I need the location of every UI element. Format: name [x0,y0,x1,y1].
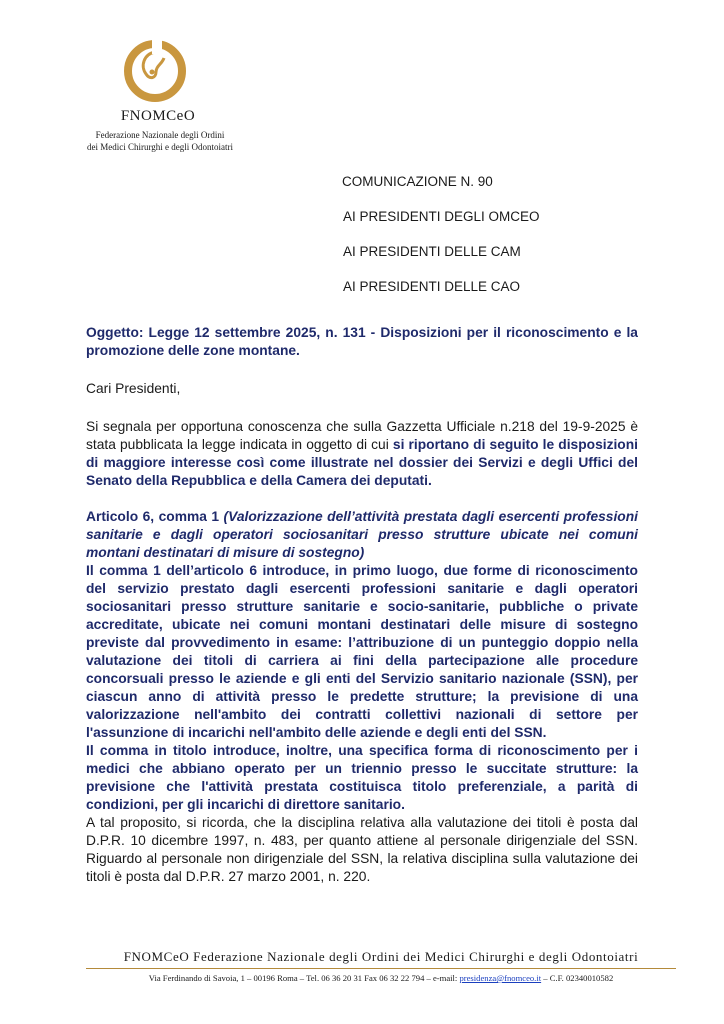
fnomceo-logo-icon [122,38,188,104]
recipients-block [343,174,540,314]
footer-org-line: FNOMCeO Federazione Nazionale degli Ordini dei Medici Chirurghi e degli Odontoiatri [123,949,639,964]
communication-number: COMUNICAZIONE N. 90 [342,174,493,189]
org-short-name: FNOMCeO [120,108,196,124]
greeting: Cari Presidenti, [86,381,181,396]
recipient-line: AI PRESIDENTI DEGLI OMCEO [343,209,540,224]
org-full-name: Federazione Nazionale degli Ordini dei Medici Chirurghi e degli Odontoiatri [86,130,234,152]
article-paragraph-2: Il comma in titolo introduce, inoltre, una specifica forma di riconoscimento per i medici che abbiano operato per un triennio presso le succitate strutture: la previsione che l'attività prestata costituisca titolo preferenziale, a parità di condizioni, per gli incarichi di direttore sanitario. [86,743,638,812]
recipient-line: AI PRESIDENTI DELLE CAM [343,244,521,259]
intro-highlight: si riportano di seguito le disposizioni di maggiore interesse così come illustrate nel dossier dei Servizi e degli Uffici del Senato della Repubblica e della Camera dei deputati. [86,437,638,488]
footer-address: Via Ferdinando di Savoia, 1 – 00196 Roma – Tel. 06 36 20 31 Fax 06 32 22 794 – e-mail: presidenza@fnomceo.it – C.F. 02340010582 [148,973,614,983]
intro-paragraph: Si segnala per opportuna conoscenza che sulla Gazzetta Ufficiale n.218 del 19-9-2025 è stata pubblicata la legge indicata in oggetto di cui si riportano di seguito le disposizioni di maggiore interesse così come illustrate nel dossier dei Servizi e degli Uffici del Senato della Repubblica e della Camera dei deputati. [86,419,638,488]
subject-line: Oggetto: Legge 12 settembre 2025, n. 131 - Disposizioni per il riconoscimento e la promozione delle zone montane. [86,325,638,358]
article-paragraph-3: A tal proposito, si ricorda, che la disciplina relativa alla valutazione dei titoli è posta dal D.P.R. 10 dicembre 1997, n. 483, per quanto attiene al personale dirigenziale del SSN. Riguardo al personale non dirigenziale del SSN, la relativa disciplina sulla valutazione dei titoli è posta dal D.P.R. 27 marzo 2001, n. 220. [86,815,638,884]
letter-body [86,324,638,886]
footer-divider [86,968,676,969]
recipient-line: AI PRESIDENTI DELLE CAO [343,279,521,294]
article-title: Articolo 6, comma 1 (Valorizzazione dell’attività prestata dagli esercenti professioni sanitarie e dagli operatori sociosanitari presso strutture ubicate nei comuni montani destinatari di misure di sostegno) [86,509,638,560]
footer-email-link[interactable]: presidenza@fnomceo.it [459,973,542,983]
article-paragraph-1: Il comma 1 dell’articolo 6 introduce, in primo luogo, due forme di riconoscimento del servizio prestato dagli esercenti professioni sanitarie e dagli operatori sociosanitari presso strutture sanitarie e socio-sanitarie, pubbliche o private accreditate, ubicate nei comuni montani destinatari delle misure di sostegno previste dal provvedimento in esame: l’attribuzione di un punteggio doppio nella valutazione dei titoli di carriera ai fini della partecipazione alle procedure concorsuali presso le aziende e gli enti del Servizio sanitario nazionale (SSN), per ciascun anno di attività presso le predette strutture; la previsione di una valorizzazione nell'ambito dei contratti collettivi nazionali di settore per l'assunzione di incarichi nell'ambito delle aziende e degli enti del SSN. [86,563,638,740]
